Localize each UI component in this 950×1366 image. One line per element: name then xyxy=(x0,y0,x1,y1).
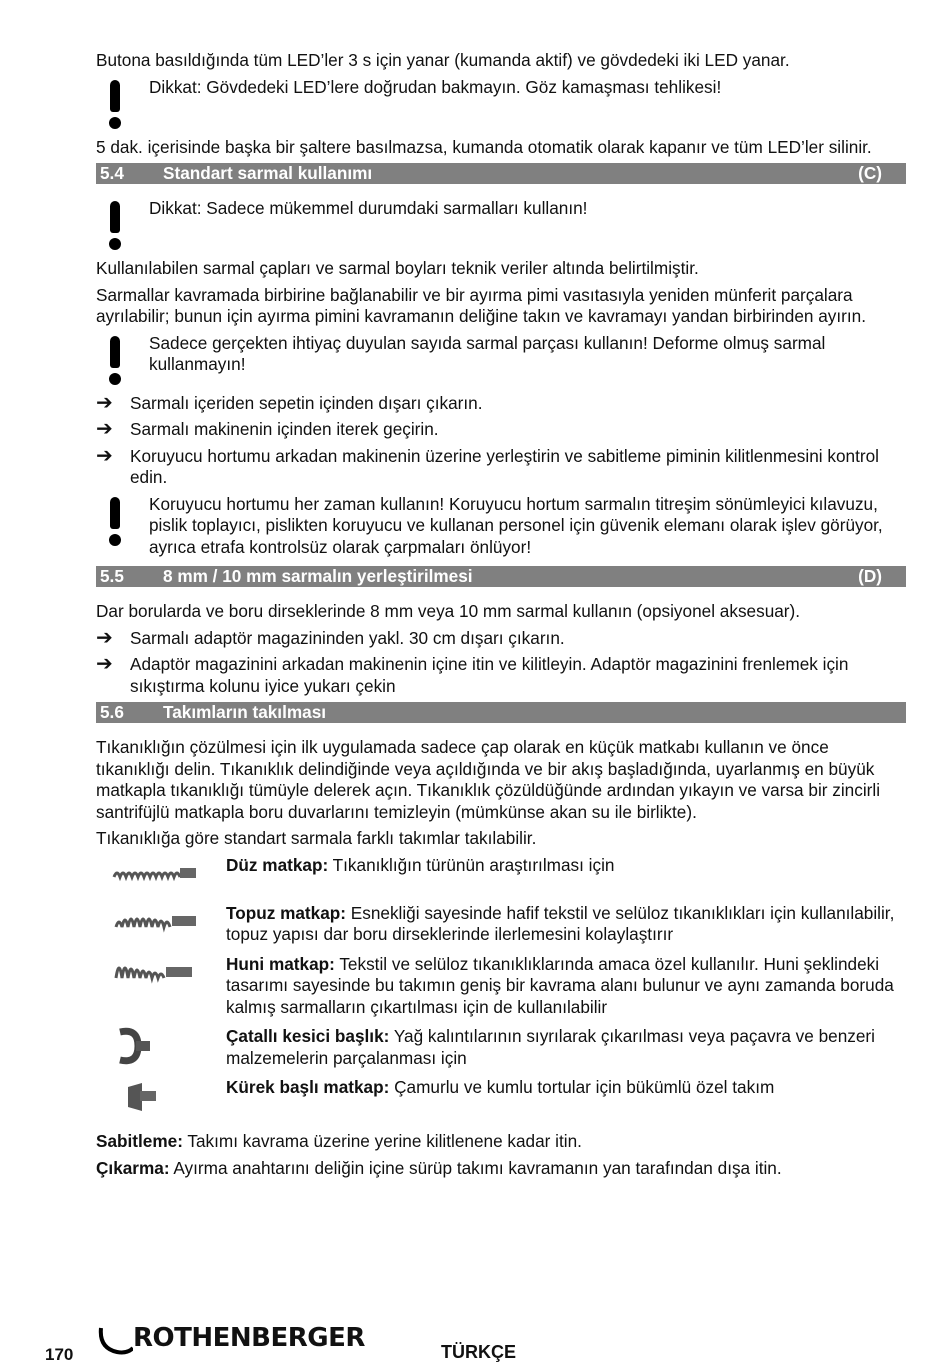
spade-auger-icon xyxy=(96,1077,226,1117)
arrow-icon: ➔ xyxy=(96,653,113,675)
section-figure-ref: (D) xyxy=(858,566,882,586)
tool-description: Tekstil ve selüloz tıkanıklıklarında amaca özel kullanılır. Huni şeklindeki tasarımı sayesinde bu takımın geniş bir kavrama alanı bulunur ve aynı zamanda boruda kalmış sarmalların çıkartılması için de kullanılabilir xyxy=(226,953,894,1017)
manual-page xyxy=(96,50,906,1184)
brand-name: ROTHENBERGER xyxy=(133,1323,365,1354)
section-title: 8 mm / 10 mm sarmalın yerleştirilmesi xyxy=(163,566,473,586)
warning-block xyxy=(96,494,906,559)
intro-paragraph-2: 5 dak. içerisinde başka bir şaltere basılmazsa, kumanda otomatik olarak kapanır ve tüm LED’ler silinir. xyxy=(96,136,872,157)
instruction-step xyxy=(96,393,906,415)
tool-description: Yağ kalıntılarının sıyrılarak çıkarılması veya paçavra ve benzeri malzemelerin parçalanması için xyxy=(226,1026,875,1068)
straight-auger-icon xyxy=(96,855,226,895)
warning-text: Dikkat: Sadece mükemmel durumdaki sarmalları kullanın! xyxy=(149,198,588,218)
fix-text: Takımı kavrama üzerine yerine kilitlenene kadar itin. xyxy=(187,1131,582,1151)
section-title: Takımların takılması xyxy=(163,702,327,722)
section-heading-5-4 xyxy=(96,163,906,184)
warning-icon xyxy=(96,198,149,250)
tool-item xyxy=(96,1077,906,1117)
tool-item xyxy=(96,1026,906,1069)
tool-name: Çatallı kesici başlık: xyxy=(226,1026,390,1046)
paragraph xyxy=(96,1131,906,1153)
tool-item xyxy=(96,855,906,895)
instruction-step xyxy=(96,446,906,489)
remove-text: Ayırma anahtarını deliğin içine sürüp takımı kavramanın yan tarafından dışa itin. xyxy=(173,1157,782,1178)
warning-text: Sadece gerçekten ihtiyaç duyulan sayıda sarmal parçası kullanın! Deforme olmuş sarmal kullanmayın! xyxy=(149,332,826,374)
section-number: 5.4 xyxy=(100,163,124,183)
logo-swoosh-icon xyxy=(97,1324,133,1354)
section-number: 5.5 xyxy=(100,566,124,586)
step-text: Sarmalı içeriden sepetin içinden dışarı çıkarın. xyxy=(130,392,483,413)
language-label: TÜRKÇE xyxy=(441,1342,516,1362)
paragraph: Tıkanıklığın çözülmesi için ilk uygulamada sadece çap olarak en küçük matkabı kullanın ve önce tıkanıklığı delin. Tıkanıklık delindiğinde veya açıldığında ve bir akış başladığında, uyarlanmış en büyük matkapla tıkanıklığı tümüyle delerek açın. Tıkanıklık çözüldüğünde ardından yıkayın ve varsa bir zincirli santrifüjlü matkapla boru duvarlarını temizleyin (mümkünse akan su ile birlikte). xyxy=(96,737,881,822)
arrow-icon: ➔ xyxy=(96,444,113,467)
arrow-icon: ➔ xyxy=(96,626,113,649)
step-text: Sarmalı adaptör magazininden yakl. 30 cm dışarı çıkarın. xyxy=(130,627,565,648)
page-footer xyxy=(0,1320,950,1362)
step-text: Adaptör magazinini arkadan makinenin içine itin ve kilitleyin. Adaptör magazinini frenlemek için sıkıştırma kolunu iyice yukarı çekin xyxy=(130,654,849,696)
paragraph: Dar borularda ve boru dirseklerinde 8 mm veya 10 mm sarmal kullanın (opsiyonel aksesuar). xyxy=(96,601,801,621)
warning-block xyxy=(96,333,906,385)
fix-label: Sabitleme: xyxy=(96,1131,183,1151)
fork-cutter-icon xyxy=(96,1026,226,1066)
tool-description: Tıkanıklığın türünün araştırılması için xyxy=(332,854,615,875)
tool-name: Düz matkap: xyxy=(226,854,329,875)
section-figure-ref: (C) xyxy=(858,163,882,183)
section-heading-5-6 xyxy=(96,702,906,723)
instruction-step xyxy=(96,628,906,650)
arrow-icon: ➔ xyxy=(96,391,113,414)
step-text: Sarmalı makinenin içinden iterek geçirin. xyxy=(130,419,439,439)
remove-label: Çıkarma: xyxy=(96,1157,170,1178)
paragraph: Tıkanıklığa göre standart sarmala farklı takımlar takılabilir. xyxy=(96,828,537,848)
tool-description: Çamurlu ve kumlu tortular için bükümlü özel takım xyxy=(394,1077,775,1097)
section-title: Standart sarmal kullanımı xyxy=(163,163,373,183)
brand-logo xyxy=(97,1324,365,1354)
tool-name: Kürek başlı matkap: xyxy=(226,1077,390,1097)
page-number: 170 xyxy=(45,1345,74,1364)
bulb-auger-icon xyxy=(96,903,226,943)
tool-name: Topuz matkap: xyxy=(226,902,346,923)
instruction-step xyxy=(96,419,906,441)
section-heading-5-5 xyxy=(96,566,906,587)
warning-icon xyxy=(96,333,149,385)
warning-block xyxy=(96,198,906,250)
tool-item xyxy=(96,954,906,1019)
step-text: Koruyucu hortumu arkadan makinenin üzerine yerleştirin ve sabitleme piminin kilitlenmesini kontrol edin. xyxy=(130,445,879,487)
tool-description: Esnekliği sayesinde hafif tekstil ve selüloz tıkanıklıkları için kullanılabilir, topuz yapısı dar boru dirseklerinde ilerlemesini kolaylaştırır xyxy=(226,902,895,944)
section-number: 5.6 xyxy=(100,702,124,722)
warning-icon xyxy=(96,494,149,546)
warning-text: Dikkat: Gövdedeki LED’lere doğrudan bakmayın. Göz kamaşması tehlikesi! xyxy=(149,76,722,97)
warning-block xyxy=(96,77,906,129)
intro-paragraph-1: Butona basıldığında tüm LED’ler 3 s için yanar (kumanda aktif) ve gövdedeki iki LED yanar. xyxy=(96,50,790,70)
paragraph: Kullanılabilen sarmal çapları ve sarmal boyları teknik veriler altında belirtilmiştir. xyxy=(96,258,699,278)
warning-icon xyxy=(96,77,149,129)
paragraph: Sarmallar kavramada birbirine bağlanabilir ve bir ayırma pimi vasıtasıyla yeniden münferit parçalara ayrılabilir; bunun için ayırma pimini kavramanın deliğine takın ve kavramayı yandan birbirinden ayırın. xyxy=(96,284,866,326)
tool-name: Huni matkap: xyxy=(226,953,335,974)
tool-item xyxy=(96,903,906,946)
paragraph xyxy=(96,1158,906,1180)
warning-text: Koruyucu hortumu her zaman kullanın! Koruyucu hortum sarmalın titreşim sönümleyici kılavuzu, pislik toplayıcı, pislikten koruyucu ve kullanan personel için güvenik elemanı olarak işlev görüyor, ayrıca etrafa kontrolsüz olarak çarpmaları önlüyor! xyxy=(149,493,883,557)
funnel-auger-icon xyxy=(96,954,226,994)
instruction-step xyxy=(96,654,906,697)
arrow-icon: ➔ xyxy=(96,418,113,440)
